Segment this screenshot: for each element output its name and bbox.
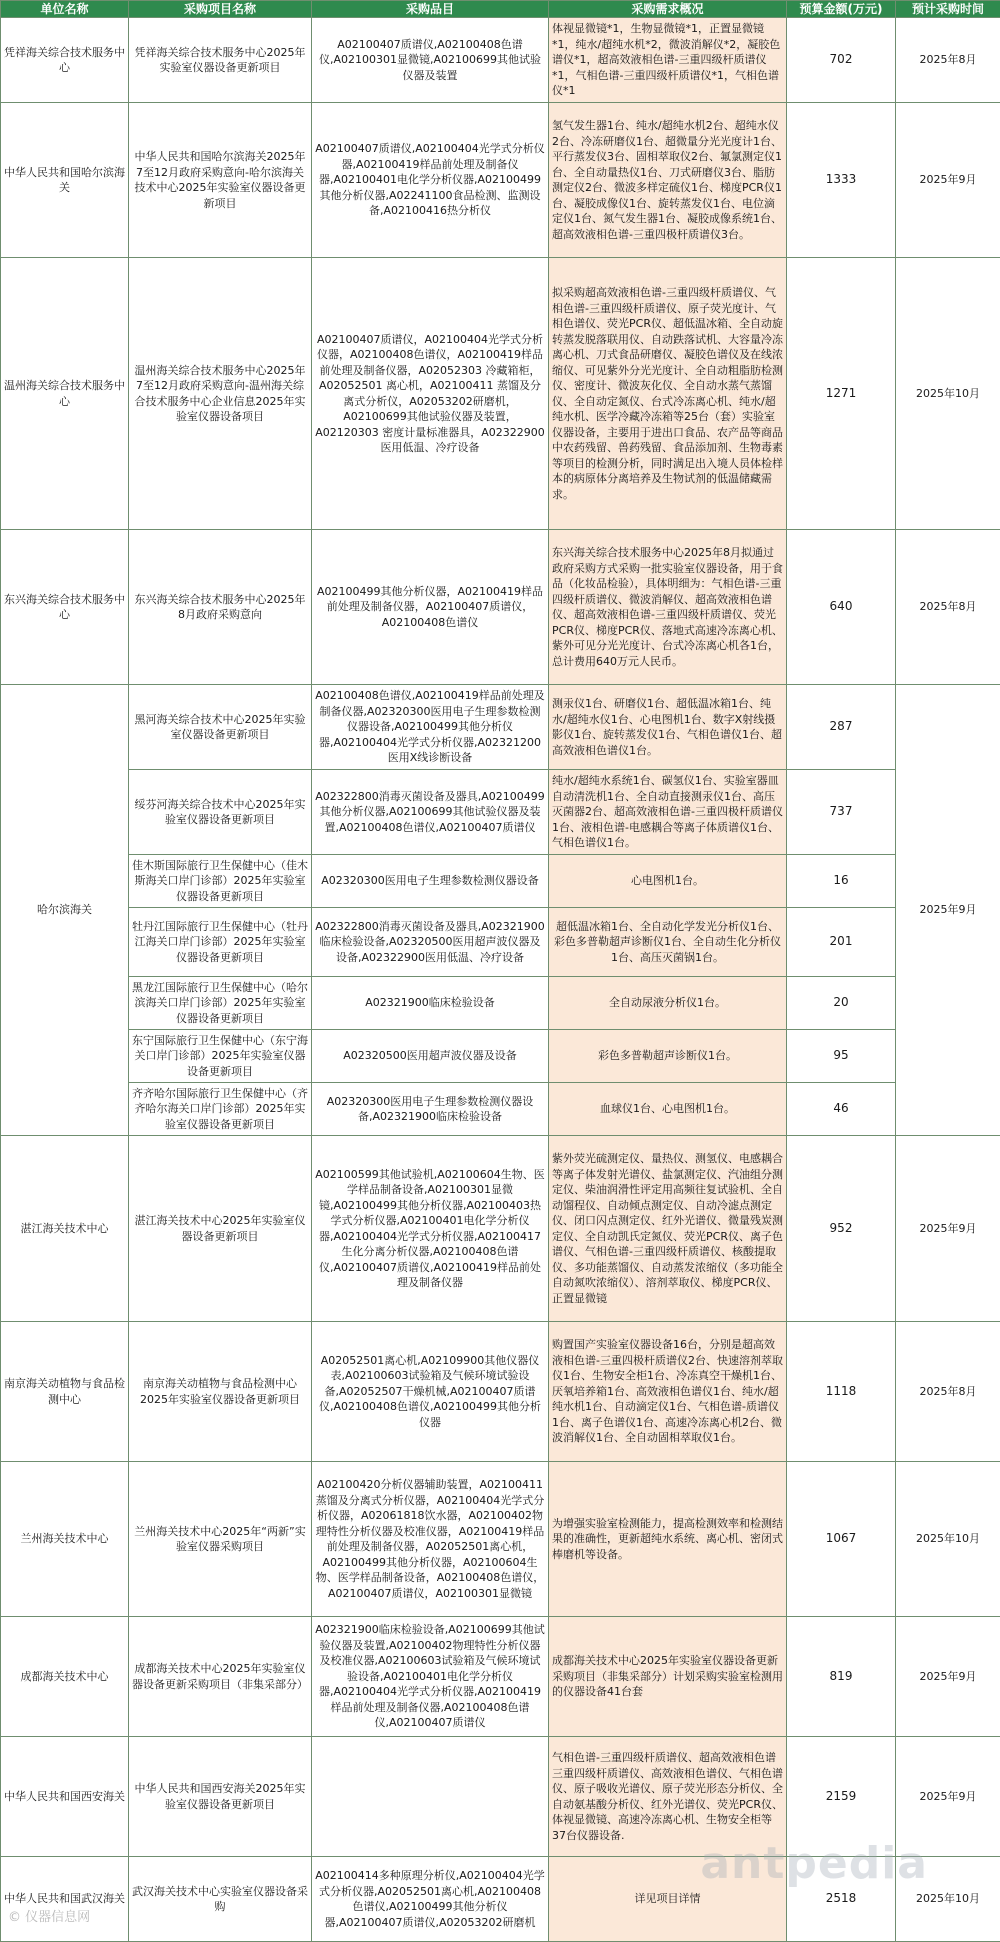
project-cell: 绥芬河海关综合技术中心2025年实验室仪器设备更新项目: [129, 770, 312, 855]
project-cell: 武汉海关技术中心实验室仪器设备采购: [129, 1857, 312, 1942]
items-cell: A02320500医用超声波仪器及设备: [312, 1030, 549, 1083]
requirement-cell: 超低温冰箱1台、全自动化学发光分析仪1台、彩色多普勒超声诊断仪1台、全自动生化分析仪1台、高压灭菌锅1台。: [549, 908, 787, 977]
unit-cell: 湛江海关技术中心: [1, 1136, 129, 1322]
items-cell: A02100599其他试验机,A02100604生物、医学样品制备设备,A02100301显微镜,A02100499其他分析仪器,A02100403热学式分析仪器,A02100401电化学分析仪器,A02100404光学式分析仪器,A02100417生化分离分析仪器,A02100408色谱仪,A02100407质谱仪,A02100419样品前处理及制备仪器: [312, 1136, 549, 1322]
items-cell: [312, 1737, 549, 1857]
header-time: 预计采购时间: [896, 1, 1000, 18]
requirement-cell: 彩色多普勒超声诊断仪1台。: [549, 1030, 787, 1083]
unit-cell: 兰州海关技术中心: [1, 1462, 129, 1617]
budget-cell: 1067: [787, 1462, 896, 1617]
requirement-cell: 东兴海关综合技术服务中心2025年8月拟通过政府采购方式采购一批实验室仪器设备，用于食品（化妆品检验），具体明细为：气相色谱-三重四级杆质谱仪、微波消解仪、超高效液相色谱仪、超高效液相色谱-三重四级杆质谱仪、荧光PCR仪、梯度PCR仪、落地式高速冷冻离心机、紫外可见分光光度计、台式冷冻离心机各1台，总计费用640万元人民币。: [549, 530, 787, 685]
time-cell: 2025年9月: [896, 685, 1000, 1136]
time-cell: 2025年9月: [896, 103, 1000, 258]
unit-cell: 哈尔滨海关: [1, 685, 129, 1136]
requirement-cell: 心电图机1台。: [549, 855, 787, 908]
items-cell: A02100499其他分析仪器，A02100419样品前处理及制备仪器，A02100407质谱仪，A02100408色谱仪: [312, 530, 549, 685]
time-cell: 2025年10月: [896, 1857, 1000, 1942]
watermark-right: antpedia: [700, 1838, 928, 1889]
requirement-cell: 紫外荧光硫测定仪、量热仪、测氢仪、电感耦合等离子体发射光谱仪、盐氯测定仪、汽油组分测定仪、柴油润滑性评定用高频往复试验机、全自动馏程仪、自动倾点测定仪、自动冷滤点测定仪、闭口闪点测定仪、红外光谱仪、微量残炭测定仪、全自动凯氏定氮仪、荧光PCR仪、离子色谱仪、气相色谱-三重四级杆质谱仪、核酸提取仪、多功能蒸馏仪、自动蒸发浓缩仪（多功能全自动氮吹浓缩仪）、溶剂萃取仪、梯度PCR仪、正置显微镜: [549, 1136, 787, 1322]
requirement-cell: 购置国产实验室仪器设备16台，分别是超高效液相色谱-三重四极杆质谱仪2台、快速溶剂萃取仪1台、生物安全柜1台、冷冻真空干燥机1台、厌氧培养箱1台、高效液相色谱仪1台、纯水/超纯水机1台、自动滴定仪1台、气相色谱-质谱仪1台、离子色谱仪1台、高速冷冻离心机2台、微波消解仪1台、全自动固相萃取仪1台。: [549, 1322, 787, 1462]
requirement-cell: 详见项目详情: [549, 1857, 787, 1942]
unit-cell: 温州海关综合技术服务中心: [1, 258, 129, 530]
budget-cell: 95: [787, 1030, 896, 1083]
requirement-cell: 测汞仪1台、研磨仪1台、超低温冰箱1台、纯水/超纯水仪1台、心电图机1台、数字X射线摄影仪1台、旋转蒸发仪1台、气相色谱仪1台、超高效液相色谱仪1台。: [549, 685, 787, 770]
table-row: [1, 18, 1000, 103]
time-cell: 2025年9月: [896, 1737, 1000, 1857]
time-cell: 2025年9月: [896, 1136, 1000, 1322]
requirement-cell: 拟采购超高效液相色谱-三重四级杆质谱仪、气相色谱-三重四级杆质谱仪、原子荧光度计、气相色谱仪、荧光PCR仪、超低温冰箱、全自动旋转蒸发脱落联用仪、自动跌落试机、大容量冷冻离心机、刀式食品研磨仪、凝胶色谱仪及在线浓缩仪、可见紫外分光光度计、全自动粗脂肪检测仪、密度计、微波灰化仪、全自动水蒸气蒸馏仪、全自动定氮仪、台式冷冻离心机、纯水/超纯水机、医学冷藏冷冻箱等25台（套）实验室仪器设备，主要用于进出口食品、农产品等商品中农药残留、兽药残留、食品添加剂、生物毒素等项目的检测分析，同时满足出入境人员体检样本的病原体分离培养及生物试剂的低温储藏需求。: [549, 258, 787, 530]
requirement-cell: 为增强实验室检测能力，提高检测效率和检测结果的准确性，更新超纯水系统、离心机、密闭式棒磨机等设备。: [549, 1462, 787, 1617]
watermark-left: © 仪器信息网: [8, 1906, 90, 1925]
requirement-cell: 体视显微镜*1，生物显微镜*1，正置显微镜*1，纯水/超纯水机*2，微波消解仪*2，凝胶色谱仪*1，超高效液相色谱-三重四级杆质谱仪*1，气相色谱-三重四级杆质谱仪*1，气相色谱仪*1: [549, 18, 787, 103]
project-cell: 佳木斯国际旅行卫生保健中心（佳木斯海关口岸门诊部）2025年实验室仪器设备更新项目: [129, 855, 312, 908]
items-cell: A02320300医用电子生理参数检测仪器设备: [312, 855, 549, 908]
table-row: [1, 1322, 1000, 1462]
unit-cell: 南京海关动植物与食品检测中心: [1, 1322, 129, 1462]
project-cell: 牡丹江国际旅行卫生保健中心（牡丹江海关口岸门诊部）2025年实验室仪器设备更新项目: [129, 908, 312, 977]
budget-cell: 1118: [787, 1322, 896, 1462]
budget-cell: 16: [787, 855, 896, 908]
items-cell: A02320300医用电子生理参数检测仪器设备,A02321900临床检验设备: [312, 1083, 549, 1136]
unit-cell: 中华人民共和国西安海关: [1, 1737, 129, 1857]
project-cell: 黑河海关综合技术中心2025年实验室仪器设备更新项目: [129, 685, 312, 770]
items-cell: A02052501离心机,A02109900其他仪器仪表,A02100603试验箱及气候环境试验设备,A02052507干燥机械,A02100407质谱仪,A02100408色谱仪,A02100499其他分析仪器: [312, 1322, 549, 1462]
requirement-cell: 氢气发生器1台、纯水/超纯水机2台、超纯水仪2台、冷冻研磨仪1台、超微量分光光度计1台、平行蒸发仪3台、固相萃取仪2台、氟氯测定仪1台、全自动量热仪1台、刀式研磨仪3台、脂肪测定仪2台、微波多样定硫仪1台、梯度PCR仪1台、凝胶成像仪1台、旋转蒸发仪1台、电位滴定仪1台、氮气发生器1台、凝胶成像系统1台、超高效液相色谱-三重四极杆质谱仪3台。: [549, 103, 787, 258]
items-cell: A02100407质谱仪，A02100404光学式分析仪器，A02100408色谱仪，A02100419样品前处理及制备仪器，A02052303 冷藏箱柜，A02052501 离心机，A02100411 蒸馏及分离式分析仪，A02053202研磨机，A02100699其他试验仪器及装置，A02120303 密度计量标准器具，A02322900医用低温、冷疗设备: [312, 258, 549, 530]
budget-cell: 2518: [787, 1857, 896, 1942]
budget-cell: 1333: [787, 103, 896, 258]
table-row: [1, 977, 1000, 1030]
time-cell: 2025年8月: [896, 18, 1000, 103]
requirement-cell: 全自动尿液分析仪1台。: [549, 977, 787, 1030]
unit-cell: 中华人民共和国武汉海关: [1, 1857, 129, 1942]
budget-cell: 2159: [787, 1737, 896, 1857]
budget-cell: 737: [787, 770, 896, 855]
unit-cell: 中华人民共和国哈尔滨海关: [1, 103, 129, 258]
items-cell: A02322800消毒灭菌设备及器具,A02100499其他分析仪器,A02100699其他试验仪器及装置,A02100408色谱仪,A02100407质谱仪: [312, 770, 549, 855]
table-row: [1, 1617, 1000, 1737]
header-unit: 单位名称: [1, 1, 129, 18]
table-row: [1, 530, 1000, 685]
project-cell: 湛江海关技术中心2025年实验室仪器设备更新项目: [129, 1136, 312, 1322]
project-cell: 齐齐哈尔国际旅行卫生保健中心（齐齐哈尔海关口岸门诊部）2025年实验室仪器设备更新项目: [129, 1083, 312, 1136]
unit-cell: 东兴海关综合技术服务中心: [1, 530, 129, 685]
items-cell: A02100408色谱仪,A02100419样品前处理及制备仪器,A02320300医用电子生理参数检测仪器设备,A02100499其他分析仪器,A02100404光学式分析仪器,A02321200医用X线诊断设备: [312, 685, 549, 770]
budget-cell: 952: [787, 1136, 896, 1322]
table-row: [1, 258, 1000, 530]
project-cell: 中华人民共和国哈尔滨海关2025年7至12月政府采购意向-哈尔滨海关技术中心2025年实验室仪器设备更新项目: [129, 103, 312, 258]
project-cell: 中华人民共和国西安海关2025年实验室仪器设备更新项目: [129, 1737, 312, 1857]
budget-cell: 702: [787, 18, 896, 103]
table-row: [1, 103, 1000, 258]
table-row: [1, 855, 1000, 908]
project-cell: 黑龙江国际旅行卫生保健中心（哈尔滨海关口岸门诊部）2025年实验室仪器设备更新项目: [129, 977, 312, 1030]
project-cell: 东兴海关综合技术服务中心2025年8月政府采购意向: [129, 530, 312, 685]
project-cell: 南京海关动植物与食品检测中心2025年实验室仪器设备更新项目: [129, 1322, 312, 1462]
project-cell: 东宁国际旅行卫生保健中心（东宁海关口岸门诊部）2025年实验室仪器设备更新项目: [129, 1030, 312, 1083]
budget-cell: 640: [787, 530, 896, 685]
time-cell: 2025年9月: [896, 1617, 1000, 1737]
table-row: [1, 1083, 1000, 1136]
requirement-cell: 成都海关技术中心2025年实验室仪器设备更新采购项目（非集采部分）计划采购实验室检测用的仪器设备41台套: [549, 1617, 787, 1737]
header-requirement: 采购需求概况: [549, 1, 787, 18]
items-cell: A02100407质谱仪,A02100404光学式分析仪器,A02100419样品前处理及制备仪器,A02100401电化学分析仪器,A02100499其他分析仪器,A02241100食品检测、监测设备,A02100416热分析仪: [312, 103, 549, 258]
items-cell: A02100414多种原理分析仪,A02100404光学式分析仪器,A02052501离心机,A02100408色谱仪,A02100499其他分析仪器,A02100407质谱仪,A02053202研磨机: [312, 1857, 549, 1942]
budget-cell: 46: [787, 1083, 896, 1136]
unit-cell: 成都海关技术中心: [1, 1617, 129, 1737]
project-cell: 成都海关技术中心2025年实验室仪器设备更新采购项目（非集采部分）: [129, 1617, 312, 1737]
header-row: [1, 1, 1000, 18]
items-cell: A02100420分析仪器辅助装置，A02100411蒸馏及分离式分析仪器，A02100404光学式分析仪器，A02061818饮水器，A02100402物理特性分析仪器及校准仪器，A02100419样品前处理及制备仪器，A02052501离心机，A02100499其他分析仪器，A02100604生物、医学样品制备设备，A02100408色谱仪，A02100407质谱仪，A02100301显微镜: [312, 1462, 549, 1617]
table-row: [1, 1136, 1000, 1322]
items-cell: A02100407质谱仪,A02100408色谱仪,A02100301显微镜,A02100699其他试验仪器及装置: [312, 18, 549, 103]
requirement-cell: 气相色谱-三重四级杆质谱仪、超高效液相色谱三重四级杆质谱仪、高效液相色谱仪、气相色谱仪、原子吸收光谱仪、原子荧光形态分析仪、全自动氨基酸分析仪、红外光谱仪、荧光PCR仪、体视显微镜、高速冷冻离心机、生物安全柜等37台仪器设备.: [549, 1737, 787, 1857]
requirement-cell: 血球仪1台、心电图机1台。: [549, 1083, 787, 1136]
budget-cell: 287: [787, 685, 896, 770]
project-cell: 兰州海关技术中心2025年“两新”实验室仪器采购项目: [129, 1462, 312, 1617]
items-cell: A02322800消毒灭菌设备及器具,A02321900临床检验设备,A02320500医用超声波仪器及设备,A02322900医用低温、冷疗设备: [312, 908, 549, 977]
items-cell: A02321900临床检验设备,A02100699其他试验仪器及装置,A02100402物理特性分析仪器及校准仪器,A02100603试验箱及气候环境试验设备,A02100401电化学分析仪器,A02100404光学式分析仪器,A02100419样品前处理及制备仪器,A02100408色谱仪,A02100407质谱仪: [312, 1617, 549, 1737]
table-row: [1, 770, 1000, 855]
table-row: [1, 685, 1000, 770]
header-items: 采购品目: [312, 1, 549, 18]
table-row: [1, 1030, 1000, 1083]
time-cell: 2025年10月: [896, 258, 1000, 530]
time-cell: 2025年8月: [896, 1322, 1000, 1462]
budget-cell: 201: [787, 908, 896, 977]
items-cell: A02321900临床检验设备: [312, 977, 549, 1030]
budget-cell: 819: [787, 1617, 896, 1737]
budget-cell: 1271: [787, 258, 896, 530]
unit-cell: 凭祥海关综合技术服务中心: [1, 18, 129, 103]
budget-cell: 20: [787, 977, 896, 1030]
time-cell: 2025年8月: [896, 530, 1000, 685]
project-cell: 温州海关综合技术服务中心2025年7至12月政府采购意向-温州海关综合技术服务中心企业信息2025年实验室仪器设备项目: [129, 258, 312, 530]
table-row: [1, 908, 1000, 977]
header-project: 采购项目名称: [129, 1, 312, 18]
table-row: [1, 1462, 1000, 1617]
requirement-cell: 纯水/超纯水系统1台、碳氢仪1台、实验室器皿自动清洗机1台、全自动直接测汞仪1台、高压灭菌器2台、超高效液相色谱-三重四极杆质谱仪1台、液相色谱-电感耦合等离子体质谱仪1台、气相色谱仪1台。: [549, 770, 787, 855]
project-cell: 凭祥海关综合技术服务中心2025年实验室仪器设备更新项目: [129, 18, 312, 103]
header-budget: 预算金额(万元): [787, 1, 896, 18]
time-cell: 2025年10月: [896, 1462, 1000, 1617]
